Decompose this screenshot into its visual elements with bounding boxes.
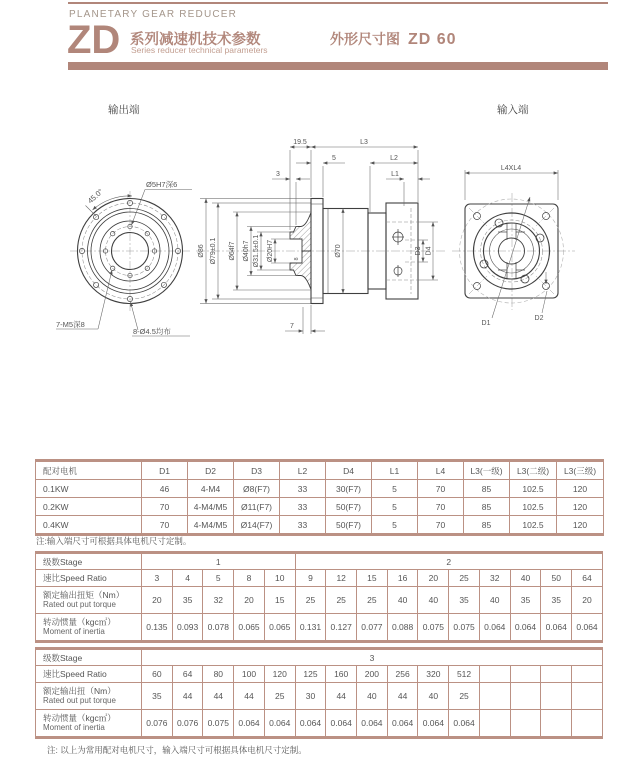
table-cell: 40 xyxy=(479,587,510,614)
table-cell: 35 xyxy=(172,587,203,614)
table-cell: 30(F7) xyxy=(326,480,372,498)
dim-3: 3 xyxy=(276,171,280,178)
dim-8: 8 xyxy=(294,257,300,261)
table-cell: 8 xyxy=(234,570,265,587)
table-cell xyxy=(541,666,572,683)
table-cell: 40 xyxy=(418,587,449,614)
series-title-cn: 系列减速机技术参数 xyxy=(130,32,261,48)
torque-row xyxy=(36,683,603,710)
dim-l1: L1 xyxy=(391,171,399,178)
table-cell: 33 xyxy=(280,516,326,535)
table-cell: 0.064 xyxy=(479,614,510,642)
table-cell xyxy=(541,683,572,710)
table-cell: 60 xyxy=(142,666,173,683)
table-cell: 4 xyxy=(172,570,203,587)
table-cell: 0.064 xyxy=(572,614,603,642)
torque-label-en: Rated out put torque xyxy=(43,600,116,610)
input-end-label: 输入端 xyxy=(497,104,529,116)
table-cell: 64 xyxy=(172,666,203,683)
dim-d20: Ø20H7 xyxy=(267,239,274,263)
table-cell: 33 xyxy=(280,498,326,516)
outline-dimension-title xyxy=(330,29,457,49)
table-cell: 20 xyxy=(572,587,603,614)
table-cell: 0.135 xyxy=(142,614,173,642)
table-cell: Ø11(F7) xyxy=(234,498,280,516)
inertia-label-en: Moment of inertia xyxy=(43,627,105,637)
table-cell: 20 xyxy=(142,587,173,614)
speed-ratio-row xyxy=(36,570,603,587)
table-cell: 10 xyxy=(264,570,295,587)
dim-label-tapped-holes: 7-M5深8 xyxy=(56,320,85,329)
table-cell: 15 xyxy=(357,570,388,587)
table-cell: 35 xyxy=(510,587,541,614)
table-cell: 0.064 xyxy=(449,710,480,738)
dim-label-through-holes: 8-Ø4.5均布 xyxy=(133,327,171,336)
table-cell: 40 xyxy=(418,683,449,710)
table-cell: 0.064 xyxy=(264,710,295,738)
table-cell: 5 xyxy=(372,516,418,535)
inertia-label-cn: 转动惯量（kgc㎡） xyxy=(43,616,116,627)
series-code: ZD xyxy=(67,18,121,62)
table-cell: 4-M4 xyxy=(188,480,234,498)
header-bar xyxy=(68,62,608,70)
table-cell: 0.4KW xyxy=(36,516,142,535)
table-cell: Ø14(F7) xyxy=(234,516,280,535)
table-cell: L2 xyxy=(280,461,326,480)
table-cell: 0.076 xyxy=(172,710,203,738)
table-cell: 120 xyxy=(557,498,604,516)
table-cell: 0.093 xyxy=(172,614,203,642)
table-cell xyxy=(479,666,510,683)
torque-label xyxy=(36,683,142,710)
table-cell: 0.064 xyxy=(326,710,357,738)
table-cell: 102.5 xyxy=(510,480,557,498)
table-cell: 12 xyxy=(326,570,357,587)
table-cell xyxy=(479,710,510,738)
table-cell xyxy=(479,683,510,710)
table-row xyxy=(36,498,604,516)
table-cell: 125 xyxy=(295,666,326,683)
table-cell xyxy=(510,710,541,738)
table-cell: 0.064 xyxy=(418,710,449,738)
dim-label-angle: 45.0° xyxy=(85,186,105,206)
table-cell: 0.064 xyxy=(234,710,265,738)
table-cell xyxy=(572,666,603,683)
dim-l2: L2 xyxy=(390,155,398,162)
table-cell: 80 xyxy=(203,666,234,683)
table-cell xyxy=(510,666,541,683)
table-cell: 25 xyxy=(295,587,326,614)
table-cell: 32 xyxy=(479,570,510,587)
dim-d40: Ø40h7 xyxy=(243,240,250,262)
dim-d64: Ø64f7 xyxy=(229,241,236,261)
dim-d86: Ø86 xyxy=(198,244,205,258)
dim-7: 7 xyxy=(290,323,294,330)
dim-d70: Ø70 xyxy=(335,244,342,258)
table-row xyxy=(36,480,604,498)
dim-d79: Ø79±0.1 xyxy=(210,237,217,265)
table-cell: 0.064 xyxy=(510,614,541,642)
hub-section-upper xyxy=(290,213,311,252)
set-screw-symbols xyxy=(392,229,404,277)
table-cell: 70 xyxy=(418,498,464,516)
top-dimensions xyxy=(272,147,430,230)
table-cell: 20 xyxy=(418,570,449,587)
model-code: ZD 60 xyxy=(408,31,457,48)
table-cell: D3 xyxy=(234,461,280,480)
speed-ratio-row xyxy=(36,666,603,683)
dim-l4xl4: L4XL4 xyxy=(500,165,522,172)
table-cell: 70 xyxy=(418,516,464,535)
table-cell: D1 xyxy=(142,461,188,480)
table-cell: 85 xyxy=(464,480,510,498)
table-cell: 44 xyxy=(326,683,357,710)
table-cell: 44 xyxy=(172,683,203,710)
table-cell: 70 xyxy=(142,498,188,516)
ratio-label: 速比Speed Ratio xyxy=(36,570,142,587)
table-row xyxy=(36,516,604,535)
table-cell: 15 xyxy=(264,587,295,614)
table-cell: Ø8(F7) xyxy=(234,480,280,498)
stage-group-3: 3 xyxy=(142,649,603,666)
table-cell: 30 xyxy=(295,683,326,710)
table-cell: D4 xyxy=(326,461,372,480)
table-cell: 配对电机 xyxy=(36,461,142,480)
dim-d1: D1 xyxy=(481,320,491,327)
table-cell: 0.064 xyxy=(387,710,418,738)
table-cell: L3(三级) xyxy=(557,461,604,480)
series-title-en: Series reducer technical parameters xyxy=(131,45,268,55)
table-cell: 120 xyxy=(557,480,604,498)
table-cell: 35 xyxy=(142,683,173,710)
table-cell: 0.078 xyxy=(203,614,234,642)
table-cell: 256 xyxy=(387,666,418,683)
stage-table-3 xyxy=(35,647,603,739)
table-cell: 33 xyxy=(280,480,326,498)
table-cell: 25 xyxy=(449,683,480,710)
dim-label-pin-hole: Ø5H7深6 xyxy=(146,180,178,189)
inertia-label xyxy=(36,710,142,738)
dim-d31: Ø31.5±0.1 xyxy=(253,234,260,268)
table-cell: 40 xyxy=(357,683,388,710)
table-cell: 46 xyxy=(142,480,188,498)
table-cell: L1 xyxy=(372,461,418,480)
table-cell: 0.065 xyxy=(234,614,265,642)
table-cell: 0.131 xyxy=(295,614,326,642)
table-cell: 102.5 xyxy=(510,498,557,516)
table-cell: 5 xyxy=(372,480,418,498)
front-view-output-face xyxy=(56,180,192,336)
table-cell: 0.075 xyxy=(449,614,480,642)
dim-5: 5 xyxy=(332,155,336,162)
table-cell: 16 xyxy=(387,570,418,587)
table-cell: 35 xyxy=(541,587,572,614)
table-cell: 40 xyxy=(510,570,541,587)
stage-row xyxy=(36,553,603,570)
table-cell: 0.075 xyxy=(203,710,234,738)
table-cell: 200 xyxy=(357,666,388,683)
side-view-section xyxy=(196,139,447,334)
table-cell: 0.064 xyxy=(357,710,388,738)
table-cell: 32 xyxy=(203,587,234,614)
inertia-label-cn: 转动惯量（kgc㎡） xyxy=(43,712,116,723)
dim-d4: D4 xyxy=(425,246,433,256)
table-cell: 20 xyxy=(234,587,265,614)
table-cell: 0.064 xyxy=(295,710,326,738)
table-cell: 25 xyxy=(264,683,295,710)
table-cell xyxy=(510,683,541,710)
table-cell: 50(F7) xyxy=(326,516,372,535)
dimension-drawing xyxy=(0,88,642,433)
table-cell: 5 xyxy=(372,498,418,516)
torque-row xyxy=(36,587,603,614)
table-cell: 3 xyxy=(142,570,173,587)
motor-pairing-table xyxy=(35,459,604,536)
ratio-label: 速比Speed Ratio xyxy=(36,666,142,683)
torque-label xyxy=(36,587,142,614)
table-cell: 0.127 xyxy=(326,614,357,642)
table-cell: L4 xyxy=(418,461,464,480)
dim-19-5: 19.5 xyxy=(293,139,307,146)
table-cell: 44 xyxy=(234,683,265,710)
table-cell: 102.5 xyxy=(510,516,557,535)
stage-label: 级数Stage xyxy=(36,649,142,666)
stage-group-1: 1 xyxy=(142,553,296,570)
table-cell xyxy=(572,710,603,738)
table-cell: 4-M4/M5 xyxy=(188,498,234,516)
output-end-label: 输出端 xyxy=(108,104,140,116)
table-cell: 85 xyxy=(464,516,510,535)
table-cell: 512 xyxy=(449,666,480,683)
table-cell: 120 xyxy=(264,666,295,683)
stage-row xyxy=(36,649,603,666)
dim-l3: L3 xyxy=(360,139,368,146)
table-cell: 25 xyxy=(449,570,480,587)
table-cell: 50 xyxy=(541,570,572,587)
page-footnote: 注: 以上为常用配对电机尺寸，输入端尺寸可根据具体电机尺寸定制。 xyxy=(47,745,307,755)
table-cell: 9 xyxy=(295,570,326,587)
table-header-row xyxy=(36,461,604,480)
table-cell: 0.2KW xyxy=(36,498,142,516)
table-cell: 40 xyxy=(387,587,418,614)
table-cell: 85 xyxy=(464,498,510,516)
table-cell: 0.075 xyxy=(418,614,449,642)
table-cell: 0.077 xyxy=(357,614,388,642)
table-cell: 50(F7) xyxy=(326,498,372,516)
torque-label-cn: 额定输出扭矩（Nm） xyxy=(43,589,125,600)
table-cell: 70 xyxy=(418,480,464,498)
table-cell: D2 xyxy=(188,461,234,480)
table-cell: 44 xyxy=(203,683,234,710)
table-cell: 160 xyxy=(326,666,357,683)
torque-label-en: Rated out put torque xyxy=(43,696,116,706)
table-cell: 0.065 xyxy=(264,614,295,642)
table-cell: 0.064 xyxy=(541,614,572,642)
table-cell: 0.1KW xyxy=(36,480,142,498)
l4-dimension xyxy=(465,170,558,200)
rear-view-input-flange xyxy=(452,165,575,327)
table-cell: 5 xyxy=(203,570,234,587)
top-rule xyxy=(68,2,608,4)
stage-label: 级数Stage xyxy=(36,553,142,570)
table-cell: L3(一级) xyxy=(464,461,510,480)
table-cell: 0.076 xyxy=(142,710,173,738)
table-cell: 25 xyxy=(326,587,357,614)
inertia-row xyxy=(36,614,603,642)
table-note: 注:输入端尺寸可根据具体电机尺寸定制。 xyxy=(36,536,192,546)
stage-group-2: 2 xyxy=(295,553,602,570)
table-cell: 64 xyxy=(572,570,603,587)
table-cell: 4-M4/M5 xyxy=(188,516,234,535)
table-cell: 320 xyxy=(418,666,449,683)
callout-leaders xyxy=(56,190,192,337)
hub-section-lower xyxy=(290,251,311,290)
outline-title-text: 外形尺寸图 xyxy=(330,31,400,47)
table-cell: 35 xyxy=(449,587,480,614)
inertia-row xyxy=(36,710,603,738)
table-cell xyxy=(572,683,603,710)
inertia-label xyxy=(36,614,142,642)
table-cell: 0.088 xyxy=(387,614,418,642)
table-cell: 100 xyxy=(234,666,265,683)
dim-d2: D2 xyxy=(534,315,544,322)
dim-d3: D3 xyxy=(415,246,422,256)
table-cell: 120 xyxy=(557,516,604,535)
table-cell: L3(二级) xyxy=(510,461,557,480)
table-cell: 25 xyxy=(357,587,388,614)
table-cell xyxy=(541,710,572,738)
inertia-label-en: Moment of inertia xyxy=(43,723,105,733)
stage-table-1-2 xyxy=(35,551,603,643)
eyebrow-title: PLANETARY GEAR REDUCER xyxy=(69,9,238,20)
table-cell: 70 xyxy=(142,516,188,535)
torque-label-cn: 额定输出扭（Nm） xyxy=(43,685,116,696)
table-cell: 44 xyxy=(387,683,418,710)
